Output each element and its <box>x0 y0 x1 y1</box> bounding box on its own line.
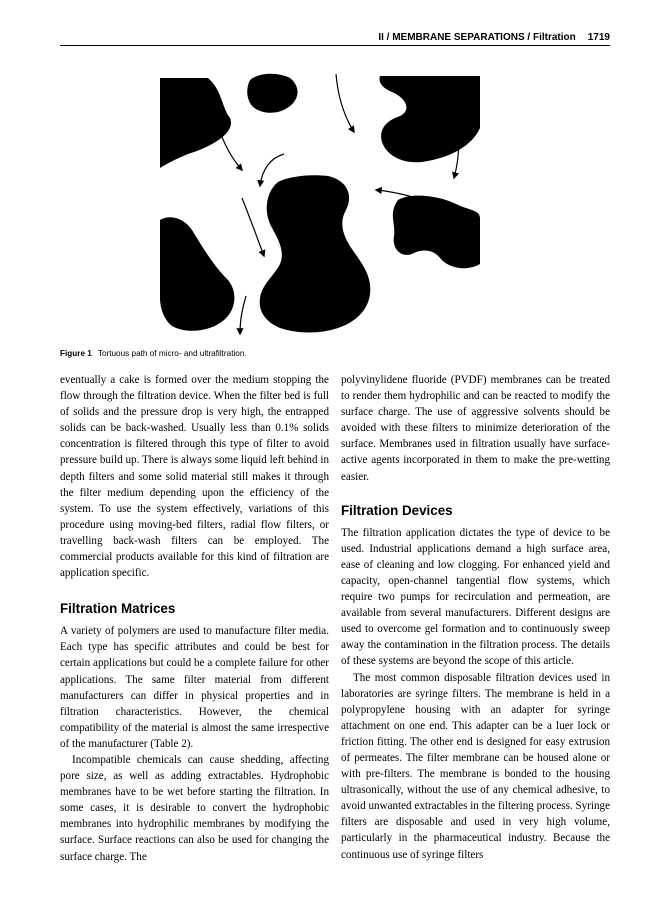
membrane-region-center-column <box>260 175 371 332</box>
right-column <box>341 372 610 863</box>
membrane-region-right-mid <box>393 196 480 269</box>
right-paragraph-1: polyvinylidene fluoride (PVDF) membranes can be treated to render them hydrophilic and can be reacted to modify the surface charge. The use of aggressive solvents should be avoided with these filters to minimize deterioration of the surface. Membranes used in filtration usually have surface-active agents incorporated in them to make the pre-wetting easier. <box>341 374 610 483</box>
tortuous-path-illustration <box>150 58 490 342</box>
figure-caption-text: Tortuous path of micro- and ultrafiltration. <box>97 349 247 358</box>
running-head <box>60 32 610 43</box>
membrane-region-top-right <box>380 76 481 162</box>
flow-arrow-7 <box>240 296 246 334</box>
left-paragraph-2: A variety of polymers are used to manufacture filter media. Each type has specific attributes and could be best for certain applications but could be a complete failure for other applications. The same filter material from different manufacturers can differ in physical properties and in filtration characteristics. However, the chemical compatibility of the material is almost the same irrespective of the manufacturer (Table 2). <box>60 625 329 750</box>
flow-arrow-2 <box>336 74 354 132</box>
page-number: 1719 <box>587 32 610 43</box>
membrane-region-top-left <box>160 78 231 168</box>
figure-1 <box>150 58 490 342</box>
left-paragraph-3: Incompatible chemicals can cause shedding, affecting pore size, as well as adding extractables. Hydrophobic membranes have to be wet before starting the filtration. In some cases, it is desirable to convert the hydrophobic membranes into hydrophilic membranes by modifying the surface. Surface reactions can also be used for changing the surface charge. The <box>60 753 329 863</box>
figure-label: Figure 1 <box>60 349 92 358</box>
running-title: II / MEMBRANE SEPARATIONS / Filtration <box>378 32 576 43</box>
flow-arrow-6 <box>242 198 264 256</box>
section-heading-filtration-matrices: Filtration Matrices <box>60 601 176 617</box>
right-paragraph-3: The most common disposable filtration devices used in laboratories are syringe filters. The membrane is held in a polypropylene housing with an adapter for syringe attachment on one end. This adapter can be a luer lock or friction fitting. The other end is designed for easy extrusion of permeates. The filter membrane can be housed alone or with pre-filters. The membrane is bonded to the housing ultrasonically, without the use of any chemical adhesive, to avoid unwanted extractables in the filtering process. Syringe filters are disposable and used in very high volume, particularly in the pharmaceutical industry. Because the continuous use of syringe filters <box>341 671 610 861</box>
header-rule <box>60 45 610 46</box>
figure-caption <box>60 349 610 358</box>
membrane-region-bottom-left <box>160 217 234 331</box>
left-column <box>60 372 329 865</box>
membrane-region-top-center <box>247 74 297 113</box>
right-paragraph-2: The filtration application dictates the type of device to be used. Industrial applications demand a high surface area, ease of cleaning and low clogging. For enhanced yield and capacity, open-channel tangential flow systems, which require two pumps for recirculation and permeation, are available from several manufacturers. Different designs are used to overcome gel formation and to continuously sweep away the contamination in the filtration process. The details of these systems are beyond the scope of this article. <box>341 526 610 668</box>
section-heading-filtration-devices: Filtration Devices <box>341 502 453 518</box>
left-paragraph-1: eventually a cake is formed over the medium stopping the flow through the filtration device. When the filter bed is full of solids and the pressure drop is very high, the entrapped solids can be back-washed. Usually less than 0.1% solids concentration is filtered through this type of filter to avoid pressure build up. There is always some liquid left behind in depth filters and some solid material still makes it through the filter medium depending upon the efficiency of the system. To use the system effectively, variations of this procedure using moving-bed filters, radial flow filters, or travelling back-wash filters can be employed. The commercial products available for this kind of filtration are application specific. <box>60 374 329 580</box>
